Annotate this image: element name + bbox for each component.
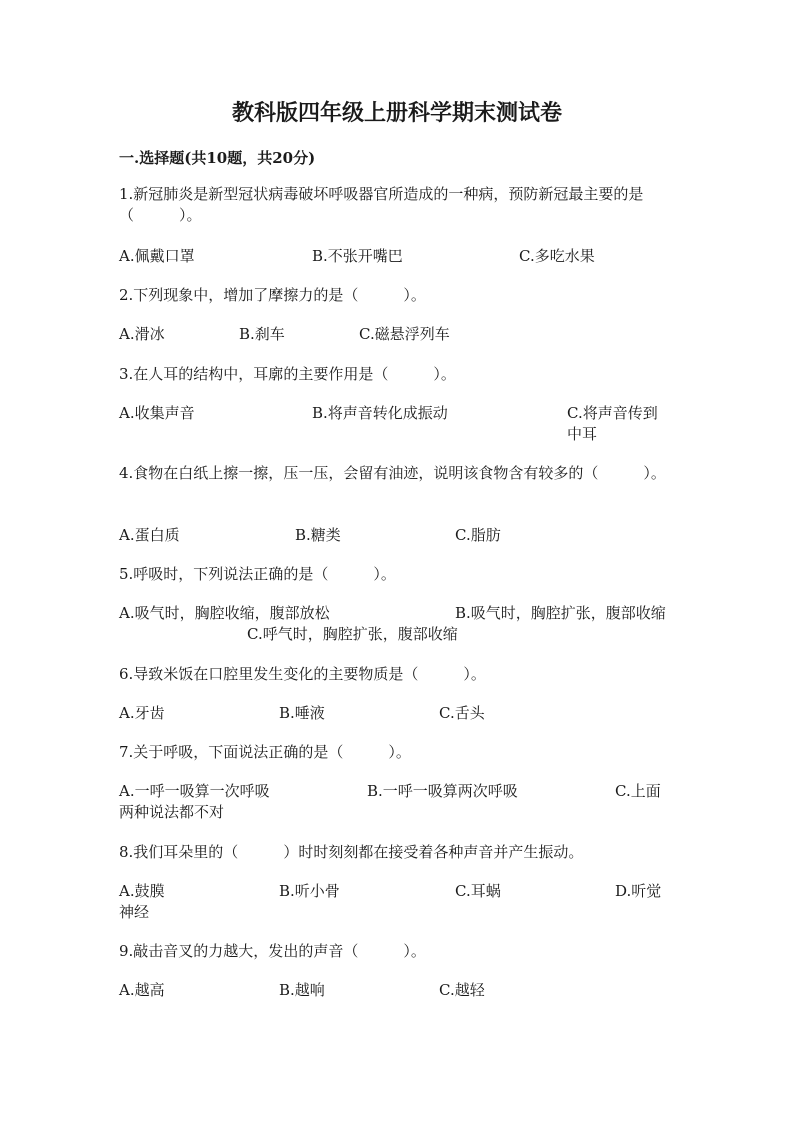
option-b[interactable]: B.将声音转化成振动: [312, 404, 448, 422]
option-a[interactable]: A.收集声音: [119, 404, 195, 422]
option-a[interactable]: A.牙齿: [119, 704, 165, 722]
option-b[interactable]: B.糖类: [295, 526, 341, 544]
question-9: 9.敲击音叉的力越大，发出的声音（ ）。: [119, 942, 426, 960]
option-a[interactable]: A.越高: [119, 981, 165, 999]
option-d-text-continued: 神经: [119, 903, 150, 921]
question-8: 8.我们耳朵里的（ ）时时刻刻都在接受着各种声音并产生振动。: [119, 843, 584, 861]
section-heading: 一.选择题(共10题，共20分): [119, 149, 316, 167]
option-b[interactable]: B.越响: [279, 981, 325, 999]
option-c[interactable]: C.呼气时，胸腔扩张，腹部收缩: [247, 625, 458, 643]
option-a[interactable]: A.吸气时，胸腔收缩，腹部放松: [119, 604, 330, 622]
option-c[interactable]: C.舌头: [439, 704, 485, 722]
option-b[interactable]: B.不张开嘴巴: [312, 247, 403, 265]
option-a[interactable]: A.滑冰: [119, 325, 165, 343]
option-c[interactable]: C.磁悬浮列车: [359, 325, 450, 343]
option-c-text-continued: 两种说法都不对: [119, 803, 225, 821]
question-3: 3.在人耳的结构中，耳廓的主要作用是（ ）。: [119, 365, 456, 383]
page-title: 教科版四年级上册科学期末测试卷: [231, 100, 562, 126]
option-c-text: C.上面: [615, 782, 661, 800]
option-a[interactable]: A.鼓膜: [119, 882, 165, 900]
option-b[interactable]: B.唾液: [279, 704, 325, 722]
option-c-text: C.将声音传到中耳: [567, 404, 658, 443]
option-c[interactable]: C.多吃水果: [519, 247, 595, 265]
option-b[interactable]: B.听小骨: [279, 882, 340, 900]
option-c[interactable]: C.脂肪: [455, 526, 501, 544]
option-c[interactable]: [567, 403, 671, 445]
option-b[interactable]: B.刹车: [239, 325, 285, 343]
question-7: 7.关于呼吸，下面说法正确的是（ ）。: [119, 743, 411, 761]
question-4: 4.食物在白纸上擦一擦，压一压，会留有油迹，说明该食物含有较多的（ ）。: [119, 464, 666, 482]
option-b[interactable]: B.吸气时，胸腔扩张，腹部收缩: [455, 604, 666, 622]
option-a[interactable]: A.佩戴口罩: [119, 247, 195, 265]
option-a[interactable]: A.一呼一吸算一次呼吸: [119, 782, 270, 800]
question-1: 1.新冠肺炎是新型冠状病毒破坏呼吸器官所造成的一种病，预防新冠最主要的是（ ）。: [119, 185, 644, 224]
option-c[interactable]: C.耳蜗: [455, 882, 501, 900]
option-c[interactable]: C.越轻: [439, 981, 485, 999]
question-6: 6.导致米饭在口腔里发生变化的主要物质是（ ）。: [119, 665, 486, 683]
option-a[interactable]: A.蛋白质: [119, 526, 180, 544]
question-5: 5.呼吸时，下列说法正确的是（ ）。: [119, 565, 396, 583]
option-b[interactable]: B.一呼一吸算两次呼吸: [367, 782, 518, 800]
question-2: 2.下列现象中，增加了摩擦力的是（ ）。: [119, 286, 426, 304]
option-d-text: D.听觉: [615, 882, 662, 900]
